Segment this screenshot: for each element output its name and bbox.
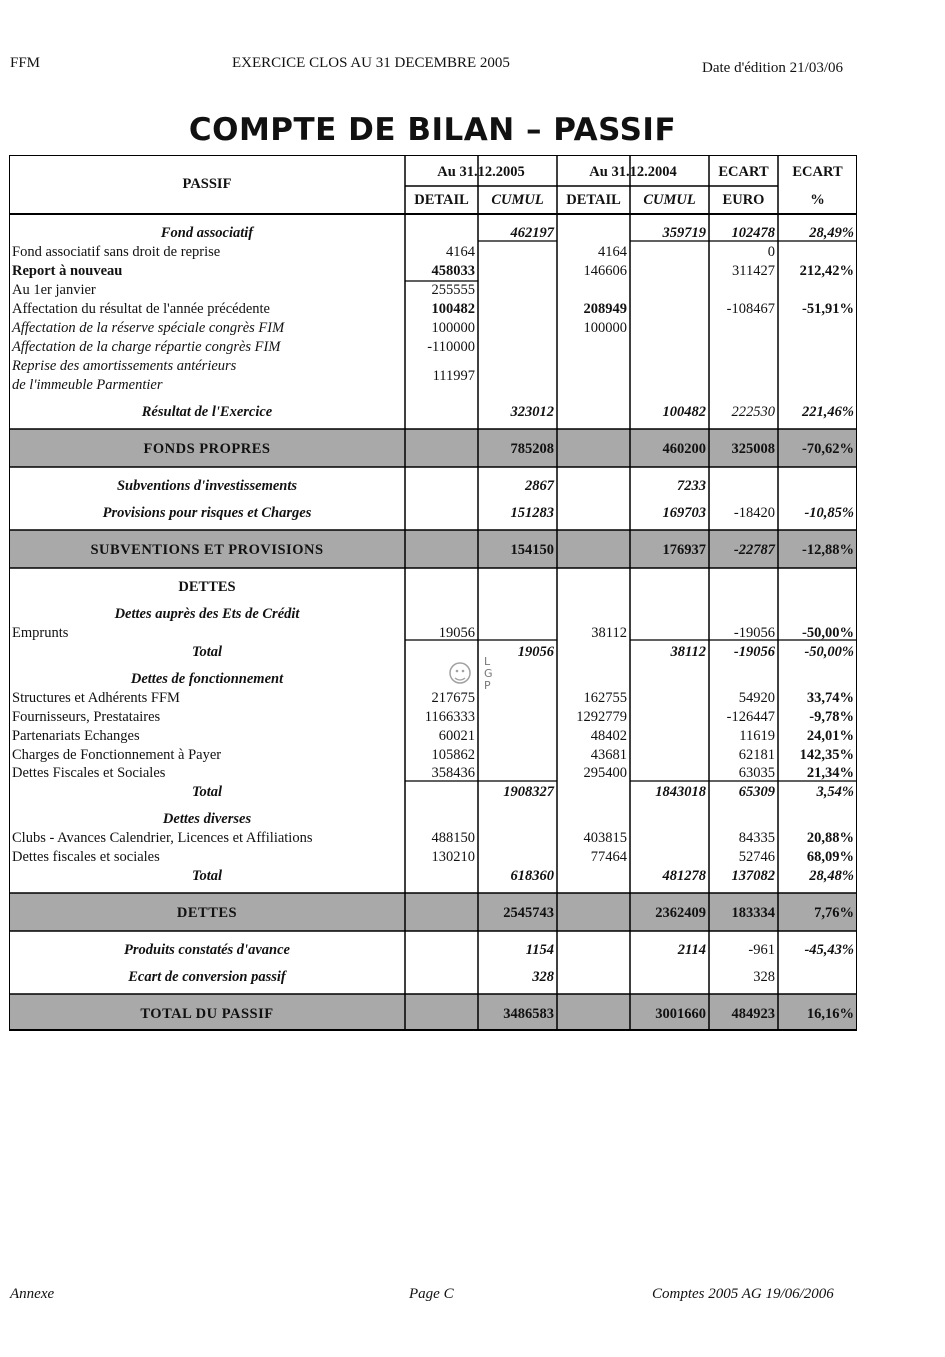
row-label: SUBVENTIONS ET PROVISIONS [90,542,324,558]
header-right: Date d'édition 21/03/06 [702,60,844,76]
row-label: Reprise des amortissements antérieurs [12,358,237,374]
row-value-euro: -108467 [726,301,775,317]
column-header-2005: Au 31.12.2005 [437,164,525,180]
row-value-euro: -22787 [733,542,775,558]
row-label: Dettes de fonctionnement [130,671,284,687]
column-header-pct: % [810,192,825,208]
row-value-euro: 0 [767,244,775,260]
row-value-c05: 2545743 [503,905,554,921]
row-label: Structures et Adhérents FFM [12,690,180,706]
row-value-c04: 100482 [662,404,706,420]
row-value-d05: 217675 [431,690,475,706]
row-label: Emprunts [12,625,69,641]
row-label: TOTAL DU PASSIF [140,1006,274,1022]
row-value-d05: 100482 [431,301,475,317]
row-value-c04: 2114 [677,942,706,958]
row-value-pct: 7,76% [814,905,854,921]
row-value-d05: 488150 [431,830,475,846]
stamp-text: LGP [484,655,493,692]
header-left: FFM [10,55,41,71]
row-label: Dettes auprès des Ets de Crédit [114,606,300,622]
row-value-d04: 77464 [590,849,627,865]
row-value-euro: 65309 [738,784,775,800]
row-value-euro: 63035 [738,765,775,781]
row-label: Fond associatif [160,225,254,241]
row-value-c04: 176937 [662,542,706,558]
header-center: EXERCICE CLOS AU 31 DECEMBRE 2005 [232,55,510,71]
row-value-c05: 154150 [510,542,554,558]
row-value-d04: 162755 [583,690,627,706]
footer-right: Comptes 2005 AG 19/06/2006 [652,1286,834,1302]
row-value-d05: 60021 [438,728,475,744]
row-label: Fond associatif sans droit de reprise [12,244,221,260]
column-header-cumul-2005: CUMUL [491,192,544,208]
row-value-euro: -19056 [733,644,775,660]
row-label-continued: de l'immeuble Parmentier [12,377,163,393]
row-value-euro: 54920 [738,690,775,706]
row-value-pct: -50,00% [804,644,854,660]
row-value-d04: 208949 [583,301,627,317]
row-value-d04: 43681 [590,747,627,763]
row-value-c05: 618360 [510,868,554,884]
row-label: Dettes diverses [162,811,252,827]
row-value-d04: 38112 [591,625,627,641]
row-value-euro: 328 [753,969,775,985]
row-value-pct: 28,49% [809,225,854,241]
row-label: Dettes fiscales et sociales [12,849,160,865]
page-title: COMPTE DE BILAN – PASSIF [188,112,677,148]
column-header-2004: Au 31.12.2004 [589,164,677,180]
footer-left: Annexe [10,1286,55,1302]
row-value-euro: 84335 [738,830,775,846]
column-header-detail-2005: DETAIL [414,192,469,208]
row-label: Dettes Fiscales et Sociales [12,765,166,781]
row-value-c05: 323012 [510,404,554,420]
row-value-c04: 169703 [662,505,706,521]
row-value-d04: 295400 [583,765,627,781]
row-value-euro: 325008 [731,441,775,457]
row-value-pct: 221,46% [802,404,854,420]
row-value-d05: 4164 [446,244,475,260]
row-value-d04: 4164 [598,244,627,260]
footer-center: Page C [409,1286,454,1302]
row-value-c04: 7233 [677,478,706,494]
row-value-pct: -10,85% [804,505,854,521]
row-value-pct: -9,78% [809,709,854,725]
row-value-c04: 359719 [662,225,706,241]
row-label: Provisions pour risques et Charges [102,505,312,521]
row-value-pct: 142,35% [799,747,854,763]
row-value-euro: 222530 [731,404,775,420]
row-label: Au 1er janvier [12,282,96,298]
row-value-d05: 130210 [431,849,475,865]
row-value-euro: 183334 [731,905,775,921]
row-value-d04: 146606 [583,263,627,279]
row-value-pct: 68,09% [806,849,854,865]
row-value-c04: 460200 [662,441,706,457]
row-value-pct: 33,74% [806,690,854,706]
row-value-pct: 21,34% [806,765,854,781]
row-value-euro: 102478 [731,225,775,241]
row-label: Charges de Fonctionnement à Payer [12,747,222,763]
row-label: Clubs - Avances Calendrier, Licences et Affiliations [12,830,313,846]
row-value-pct: 28,48% [809,868,854,884]
column-header-passif: PASSIF [182,176,232,192]
row-value-pct: -45,43% [804,942,854,958]
row-label: DETTES [176,905,238,921]
row-value-pct: 20,88% [806,830,854,846]
column-header-euro: EURO [722,192,765,208]
column-header-ecart-euro: ECART [718,164,769,180]
row-value-c05: 151283 [510,505,554,521]
row-value-pct: -70,62% [802,441,854,457]
row-value-c05: 1154 [525,942,554,958]
row-value-pct: -50,00% [802,625,854,641]
row-value-c05: 328 [532,969,554,985]
row-value-d04: 403815 [583,830,627,846]
column-header-cumul-2004: CUMUL [643,192,696,208]
row-value-c05: 462197 [510,225,554,241]
row-value-pct: 3,54% [816,784,854,800]
row-value-d05: -110000 [427,339,475,355]
row-value-euro: 62181 [738,747,775,763]
row-value-d04: 48402 [590,728,627,744]
row-label: Total [191,784,223,800]
row-label: Fournisseurs, Prestataires [12,709,161,725]
row-label: DETTES [178,579,236,595]
row-value-d05: 458033 [431,263,475,279]
row-value-c05: 2867 [525,478,554,494]
row-value-c05: 19056 [517,644,554,660]
row-value-d05: 358436 [431,765,475,781]
row-label: Produits constatés d'avance [124,942,290,958]
row-label: Partenariats Echanges [12,728,140,744]
row-value-d05: 1166333 [424,709,475,725]
row-value-d04: 1292779 [576,709,627,725]
row-value-d05: 19056 [438,625,475,641]
row-value-d04: 100000 [583,320,627,336]
row-value-c04: 3001660 [655,1006,706,1022]
row-value-euro: 52746 [738,849,775,865]
row-value-euro: 11619 [739,728,775,744]
row-value-d05: 255555 [431,282,475,298]
row-value-d05: 105862 [431,747,475,763]
row-value-euro: 311427 [732,263,775,279]
row-value-euro: 484923 [731,1006,775,1022]
row-value-pct: 24,01% [806,728,854,744]
row-value-d05: 111997 [432,368,475,384]
row-value-pct: -12,88% [802,542,854,558]
row-label: Affectation de la réserve spéciale congrès FIM [12,320,285,336]
row-value-pct: 212,42% [799,263,854,279]
row-value-d05: 100000 [431,320,475,336]
row-label: Subventions d'investissements [116,478,298,494]
row-value-pct: 16,16% [806,1006,854,1022]
row-label: Résultat de l'Exercice [141,404,273,420]
row-label: Total [191,644,223,660]
row-label: Affectation de la charge répartie congrès FIM [12,339,281,355]
row-value-euro: -126447 [726,709,775,725]
row-value-pct: -51,91% [802,301,854,317]
row-value-c05: 785208 [510,441,554,457]
row-label: Report à nouveau [12,263,123,279]
row-value-euro: -19056 [733,625,775,641]
row-value-euro: 137082 [731,868,775,884]
row-value-c05: 3486583 [503,1006,554,1022]
column-header-ecart-pct: ECART [792,164,843,180]
row-label: Total [191,868,223,884]
row-label: FONDS PROPRES [143,441,271,457]
row-value-c05: 1908327 [503,784,554,800]
row-value-c04: 2362409 [655,905,706,921]
row-value-euro: -18420 [733,505,775,521]
row-label: Ecart de conversion passif [128,969,286,985]
row-value-euro: -961 [748,942,775,958]
row-value-c04: 38112 [670,644,706,660]
row-label: Affectation du résultat de l'année précédente [12,301,270,317]
row-value-c04: 481278 [662,868,706,884]
column-header-detail-2004: DETAIL [566,192,621,208]
row-value-c04: 1843018 [655,784,706,800]
